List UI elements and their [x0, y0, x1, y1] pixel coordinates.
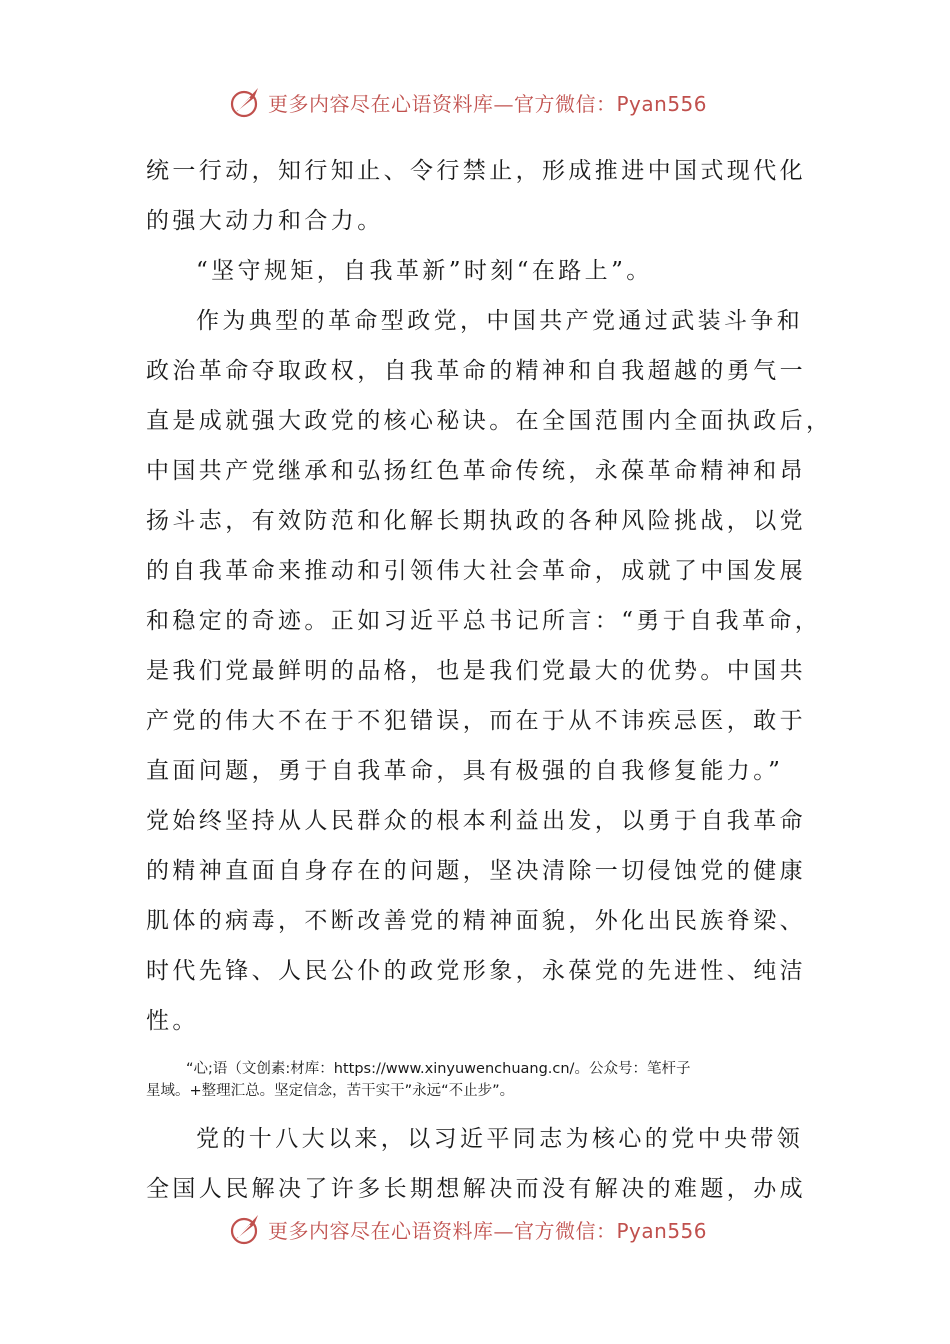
- banner-separator: —: [493, 1218, 514, 1243]
- banner-brand: 更多内容尽在心语资料库: [268, 91, 494, 116]
- banner-text: [268, 1215, 707, 1244]
- text-line: 的强大动力和合力。: [146, 208, 384, 234]
- text-line: 党的十八大以来，以习近平同志为核心的党中央带领: [196, 1126, 804, 1152]
- text-line: 和稳定的奇迹。正如习近平总书记所言：“勇于自我革命，: [146, 608, 822, 634]
- header-banner: [228, 82, 748, 122]
- banner-wechat: 官方微信：Pyan556: [514, 91, 708, 116]
- document-body: [146, 146, 833, 1214]
- banner-separator: —: [493, 91, 514, 116]
- text-line: 直是成就强大政党的核心秘诀。在全国范围内全面执政后，: [146, 408, 833, 434]
- text-line: 作为典型的革命型政党，中国共产党通过武装斗争和: [196, 308, 804, 334]
- section-heading: “坚守规矩，自我革新”时刻“在路上”。: [196, 258, 653, 284]
- source-note: [146, 1058, 806, 1102]
- text-line: 是我们党最鲜明的品格，也是我们党最大的优势。中国共: [146, 658, 806, 684]
- text-line: 扬斗志，有效防范和化解长期执政的各种风险挑战，以党: [146, 508, 806, 534]
- text-line: 产党的伟大不在于不犯错误，而在于从不讳疾忌医，敢于: [146, 708, 806, 734]
- text-line: 的自我革命来推动和引领伟大社会革命，成就了中国发展: [146, 558, 806, 584]
- text-line: 党始终坚持从人民群众的根本利益出发，以勇于自我革命: [146, 808, 806, 834]
- text-line: 中国共产党继承和弘扬红色革命传统，永葆革命精神和昂: [146, 458, 806, 484]
- text-line: 统一行动，知行知止、令行禁止，形成推进中国式现代化: [146, 158, 806, 184]
- banner-text: [268, 88, 707, 117]
- footer-banner: [228, 1209, 748, 1249]
- text-line: 时代先锋、人民公仆的政党形象，永葆党的先进性、纯洁: [146, 958, 806, 984]
- source-note-line: “心;语（文创素:材库：https://www.xinyuwenchuang.cn/。公众号：笔杆子: [186, 1061, 691, 1077]
- source-note-line: 星域。+整理汇总。坚定信念，苦干实干”永远“不止步”。: [146, 1083, 515, 1099]
- text-line: 肌体的病毒，不断改善党的精神面貌，外化出民族脊梁、: [146, 908, 806, 934]
- banner-brand: 更多内容尽在心语资料库: [268, 1218, 494, 1243]
- text-line: 直面问题，勇于自我革命，具有极强的自我修复能力。”: [146, 758, 784, 784]
- banner-wechat: 官方微信：Pyan556: [514, 1218, 708, 1243]
- quill-logo-icon: [228, 84, 264, 120]
- text-line: 政治革命夺取政权，自我革命的精神和自我超越的勇气一: [146, 358, 806, 384]
- text-line: 性。: [146, 1008, 199, 1034]
- text-line: 全国人民解决了许多长期想解决而没有解决的难题，办成: [146, 1176, 806, 1202]
- quill-logo-icon: [228, 1211, 264, 1247]
- text-line: 的精神直面自身存在的问题，坚决清除一切侵蚀党的健康: [146, 858, 806, 884]
